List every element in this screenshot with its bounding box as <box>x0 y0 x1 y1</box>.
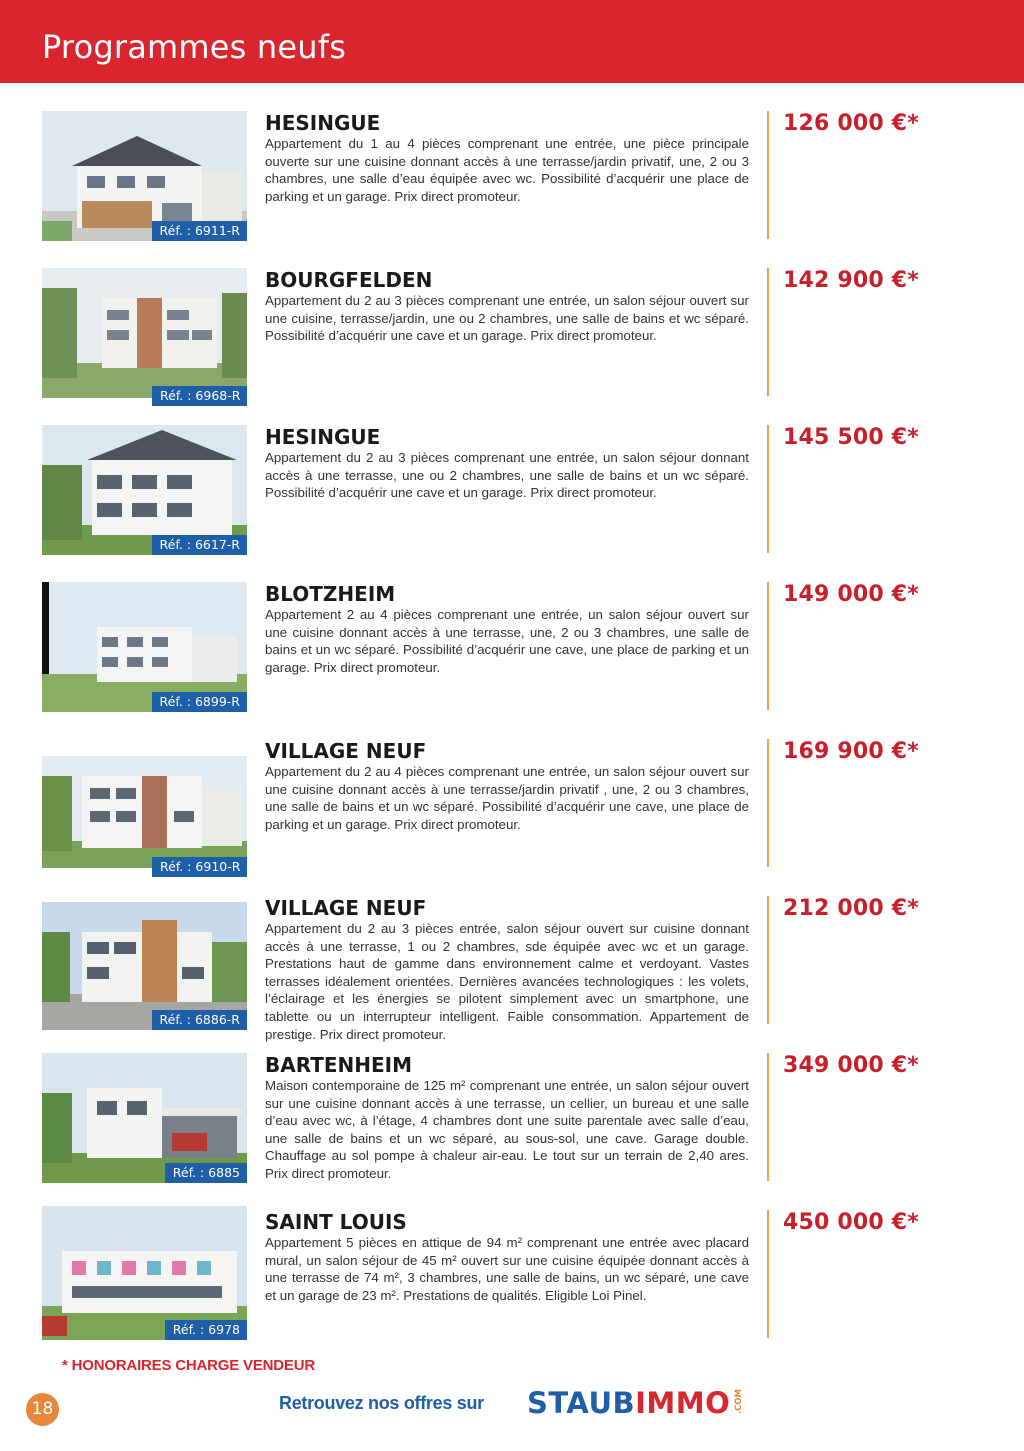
listing-description: Appartement du 2 au 3 pièces entrée, salon séjour ouvert sur cuisine donnant accès à une terrasse, 1 ou 2 chambres, sde équipée avec wc et un garage. Prestations haut de gamme dans environnement calme et verdoyant. Vastes terrasses idéalement orientées. Dernières avancées technologiques : les volets, l’éclairage et les énergies se pilotent simplement avec un smartphone, une tablette ou un interrupteur intelligent. Faible consommation. Appartement de prestige. Prix direct promoteur. <box>265 921 749 1042</box>
listing-card[interactable] <box>0 896 1024 1042</box>
listing-description: Appartement du 1 au 4 pièces comprenant une entrée, une pièce principale ouverte sur une cuisine donnant accès à une terrasse/jardin privatif, une, 2 ou 3 chambres, une salle d’eau équipée avec wc. Possibilité d’acquérir une place de parking et un garage. Prix direct promoteur. <box>265 136 749 204</box>
listing-price: 126 000 €* <box>783 111 919 136</box>
listing-card[interactable] <box>0 425 1024 565</box>
property-photo[interactable] <box>42 1206 247 1340</box>
page-header <box>0 0 1024 83</box>
property-photo[interactable] <box>42 582 247 712</box>
price-divider <box>767 1053 769 1181</box>
listing-town: BOURGFELDEN <box>265 268 433 292</box>
listing-town: VILLAGE NEUF <box>265 739 427 763</box>
page-title: Programmes neufs <box>42 28 347 66</box>
listing-town: BLOTZHEIM <box>265 582 396 606</box>
listing-price: 149 000 €* <box>783 582 919 607</box>
listing-card[interactable] <box>0 268 1024 408</box>
building-illustration <box>42 756 247 868</box>
brand-part-immo: IMMO <box>635 1386 731 1420</box>
listing-card[interactable] <box>0 582 1024 722</box>
page-number: 18 <box>26 1393 59 1426</box>
price-divider <box>767 1210 769 1338</box>
property-photo[interactable] <box>42 268 247 398</box>
price-divider <box>767 268 769 396</box>
building-illustration <box>42 268 247 398</box>
listing-town: HESINGUE <box>265 111 381 135</box>
reference-badge: Réf. : 6885 <box>165 1163 247 1183</box>
listing-town: VILLAGE NEUF <box>265 896 427 920</box>
brand-logo[interactable] <box>527 1386 744 1420</box>
brand-part-staub: STAUB <box>527 1386 636 1420</box>
listing-town: BARTENHEIM <box>265 1053 413 1077</box>
reference-badge: Réf. : 6968-R <box>152 386 247 406</box>
price-divider <box>767 896 769 1024</box>
footer-cta-text: Retrouvez nos offres sur <box>279 1393 484 1413</box>
property-photo[interactable] <box>42 111 247 241</box>
listing-town: HESINGUE <box>265 425 381 449</box>
listing-price: 450 000 €* <box>783 1210 919 1235</box>
listing-price: 142 900 €* <box>783 268 919 293</box>
property-photo[interactable] <box>42 902 247 1030</box>
price-divider <box>767 582 769 710</box>
listing-description: Appartement 2 au 4 pièces comprenant une entrée, un salon séjour ouvert sur une cuisine donnant accès à une terrasse, une, 2 ou 3 chambres, une salle de bains et un wc séparé. Possibilité d’acquérir une cave, une place de parking et un garage. Prix direct promoteur. <box>265 607 749 675</box>
property-photo[interactable] <box>42 756 247 868</box>
listing-description: Appartement du 2 au 3 pièces comprenant une entrée, un salon séjour ouvert sur une cuisine, terrasse/jardin, une ou 2 chambres, une salle de bains et wc séparé. Possibilité d’acquérir une cave et un garage. Prix direct promoteur. <box>265 293 749 344</box>
listing-price: 145 500 €* <box>783 425 919 450</box>
brand-suffix: .COM <box>734 1389 744 1415</box>
listing-description: Appartement du 2 au 3 pièces comprenant une entrée, un salon séjour donnant accès à une terrasse, une ou 2 chambres, une salle de bains et un wc séparé. Possibilité d’acquérir une cave et un garage. Prix direct promoteur. <box>265 450 749 501</box>
listing-price: 169 900 €* <box>783 739 919 764</box>
listing-price: 349 000 €* <box>783 1053 919 1078</box>
listing-card[interactable] <box>0 111 1024 251</box>
price-divider <box>767 739 769 867</box>
reference-badge: Réf. : 6886-R <box>152 1010 247 1030</box>
listing-description: Appartement du 2 au 4 pièces comprenant une entrée, un salon séjour ouvert sur une cuisine donnant accès à une terrasse/jardin privatif , une, 2 ou 3 chambres, une salle de bains et un wc séparé. Possibilité d’acquérir une cave, une place de parking et un garage. Prix direct promoteur. <box>265 764 749 832</box>
fee-footnote: * HONORAIRES CHARGE VENDEUR <box>62 1357 315 1374</box>
listing-price: 212 000 €* <box>783 896 919 921</box>
listing-card[interactable] <box>0 739 1024 879</box>
listing-town: SAINT LOUIS <box>265 1210 407 1234</box>
price-divider <box>767 425 769 553</box>
listing-card[interactable] <box>0 1053 1024 1193</box>
reference-badge: Réf. : 6617-R <box>152 535 247 555</box>
reference-badge: Réf. : 6899-R <box>152 692 247 712</box>
reference-badge: Réf. : 6911-R <box>152 221 247 241</box>
reference-badge: Réf. : 6978 <box>165 1320 247 1340</box>
listing-card[interactable] <box>0 1210 1024 1350</box>
listing-description: Maison contemporaine de 125 m² comprenant une entrée, un salon séjour ouvert sur une cuisine donnant accès à une terrasse, un cellier, un bureau et une salle d’eau avec wc, à l’étage, 4 chambres dont une suite parentale avec salle d’eau, une salle de bains et un wc séparé, au sous-sol, une cave. Garage double. Chauffage au sol pompe à chaleur air-eau. Le tout sur un terrain de 2,40 ares. Prix direct promoteur. <box>265 1078 749 1181</box>
property-photo[interactable] <box>42 1053 247 1183</box>
price-divider <box>767 111 769 239</box>
reference-badge: Réf. : 6910-R <box>152 857 247 877</box>
listing-description: Appartement 5 pièces en attique de 94 m² comprenant une entrée avec placard mural, un salon séjour de 45 m² ouvert sur une cuisine équipée donnant accès à une terrasse de 74 m², 3 chambres, une salle de bains, un wc séparé, une cave et un garage de 23 m². Prestations de qualités. Eligible Loi Pinel. <box>265 1235 749 1303</box>
property-photo[interactable] <box>42 425 247 555</box>
